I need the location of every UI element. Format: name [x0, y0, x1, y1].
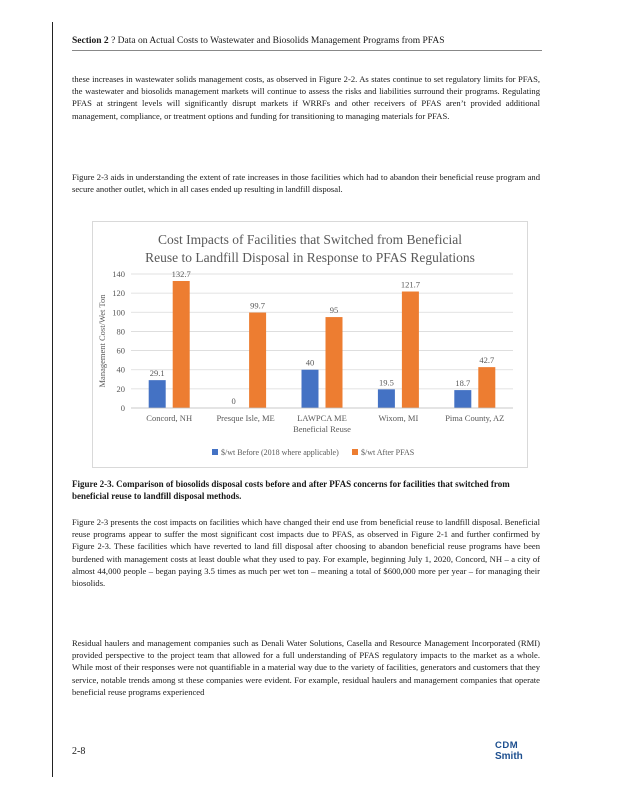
y-tick-label: 0: [120, 403, 125, 413]
running-header: [72, 36, 445, 46]
body-paragraph-2: Figure 2-3 aids in understanding the extent of rate increases in those facilities which had to abandon their beneficial reuse program and secure another outlet, which in all cases ended up resulting in landfill disposal.: [72, 172, 540, 195]
chart-title-line: Reuse to Landfill Disposal in Response to PFAS Regulations: [145, 250, 475, 265]
bar: [302, 370, 319, 408]
cost-impact-chart: [92, 221, 528, 468]
page-number: 2-8: [72, 746, 86, 757]
header-section: Section 2: [72, 36, 109, 46]
y-tick-label: 100: [112, 307, 125, 318]
body-paragraph-1: these increases in wastewater solids management costs, as observed in Figure 2-2. As states continue to set regulatory limits for PFAS, the wastewater and biosolids management markets will continue to assess the risks and liabilities surround their programs. Regulating PFAS at stringent levels will significantly disrupt markets if WRRFs and other receivers of PFAS aren’t provided additional management, compliance, or treatment options and funding for transitioning to managing materials for PFAS.: [72, 74, 540, 121]
x-tick-label: Pima County, AZ: [445, 413, 505, 423]
data-label: 121.7: [400, 279, 420, 290]
data-label: 42.7: [479, 355, 495, 366]
body-paragraph-3: Figure 2-3 presents the cost impacts on facilities which have changed their end use from beneficial reuse to landfill disposal. Beneficial reuse programs appear to suffer the most significant cost impacts due to PFAS, as observed in Figure 2-1 and further confirmed by Figure 2-3. These facilities which have reverted to land fill disposal after choosing to abandon beneficial reuse programs have been burdened with management costs at least double what they used to pay. For example, beginning July 1, 2020, Concord, NH – a city of almost 44,000 people – began paying 3.5 times as much per wet ton – meaning a total of $600,000 more per year – for managing their biosolids.: [72, 517, 540, 589]
legend-label: $/wt Before (2018 where applicable): [221, 448, 339, 457]
x-tick-label: Beneficial Reuse: [293, 424, 351, 434]
chart-title-line: Cost Impacts of Facilities that Switched from Beneficial: [157, 232, 463, 247]
left-margin-rule: [52, 22, 53, 777]
bar: [249, 313, 266, 408]
x-tick-label: Wixom, MI: [378, 413, 419, 423]
body-paragraph-4: Residual haulers and management companies such as Denali Water Solutions, Casella and Resource Management Incorporated (RMI) provided perspective to the project team that allowed for a full understanding of PFAS regulatory impacts to the market as a whole. While most of their responses were not quantifiable in a material way due to the variety of facilities, generators and customers that they service, notable trends among st these companies were evident. For example, residual haulers and management companies that operate beneficial reuse programs experienced: [72, 638, 540, 697]
logo-line-1: CDM: [495, 740, 519, 751]
x-tick-label: Presque Isle, ME: [216, 413, 275, 423]
data-label: 18.7: [455, 378, 471, 389]
y-tick-label: 140: [112, 269, 125, 279]
bar: [149, 380, 166, 408]
bar: [454, 390, 471, 408]
bar: [402, 292, 419, 408]
legend-swatch: [352, 449, 358, 455]
bar: [173, 281, 190, 408]
data-label: 19.5: [378, 377, 394, 388]
data-label: 99.7: [250, 300, 266, 311]
x-tick-label: LAWPCA ME: [297, 413, 347, 423]
y-tick-label: 60: [116, 345, 125, 356]
y-axis-label: Management Cost/Wet Ton: [97, 294, 107, 388]
data-label: 40: [305, 357, 315, 368]
y-tick-label: 120: [112, 288, 125, 299]
data-label: 29.1: [149, 368, 165, 379]
bar: [326, 317, 343, 408]
header-separator-icon: ?: [111, 36, 118, 46]
legend-swatch: [212, 449, 218, 455]
y-tick-label: 80: [116, 326, 125, 337]
y-tick-label: 40: [116, 364, 125, 375]
bar: [378, 389, 395, 408]
cdm-smith-logo: [495, 741, 535, 765]
data-label: 132.7: [171, 268, 191, 279]
data-label: 0: [231, 396, 236, 406]
chart-svg: [93, 222, 527, 467]
header-rule: [72, 50, 542, 51]
y-tick-label: 20: [116, 383, 125, 394]
x-tick-label: Concord, NH: [146, 413, 193, 423]
data-label: 95: [329, 305, 339, 316]
logo-line-2: Smith: [495, 751, 523, 762]
header-title: Data on Actual Costs to Wastewater and Biosolids Management Programs from PFAS: [117, 36, 445, 46]
bar: [478, 367, 495, 408]
legend-label: $/wt After PFAS: [361, 448, 415, 457]
figure-caption: Figure 2-3. Comparison of biosolids disposal costs before and after PFAS concerns for facilities that switched from beneficial reuse to landfill disposal methods.: [72, 479, 510, 502]
